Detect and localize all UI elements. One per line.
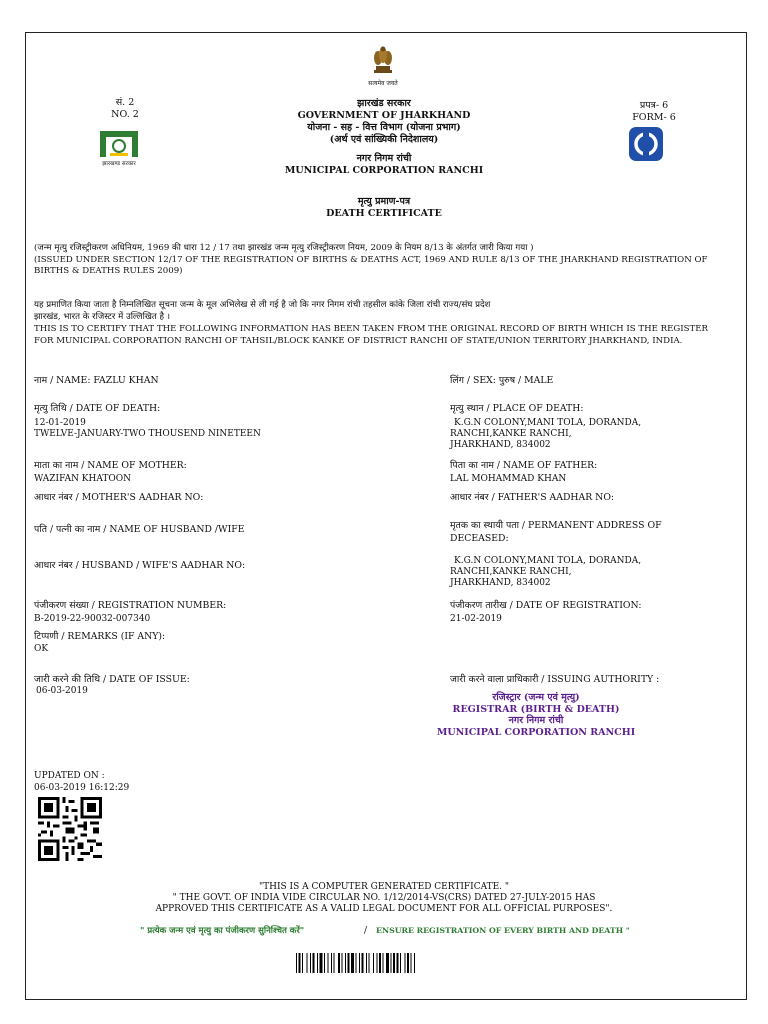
issuing-authority-label: जारी करने वाला प्राधिकारी / ISSUING AUTHORITY : (450, 674, 660, 685)
remarks-label: टिप्पणी / REMARKS (IF ANY): (34, 631, 166, 642)
jharkhand-logo-icon (96, 127, 142, 163)
mother-aadhar-label: आधार नंबर / MOTHER'S AADHAR NO: (34, 492, 204, 503)
permanent-address-line-1: K.G.N COLONY,MANI TOLA, DORANDA, (454, 556, 642, 566)
mother-name-value: WAZIFAN KHATOON (34, 474, 132, 484)
circular-note-line-1: " THE GOVT. OF INDIA VIDE CIRCULAR NO. 1/12/2014-VS(CRS) DATED 27-JULY-2015 HAS (172, 893, 596, 903)
emblem-motto: सत्यमेव जयते (368, 80, 398, 87)
certify-hindi-line-1: यह प्रमाणित किया जाता है निम्नलिखित सूचना जन्म के मूल अभिलेख से ली गई है जो कि नगर निगम रांची तहसील कांके जिला रांची राज्य/संघ प्रदेश (34, 300, 491, 310)
certify-line-1: THIS IS TO CERTIFY THAT THE FOLLOWING INFORMATION HAS BEEN TAKEN FROM THE ORIGINAL RECORD OF BIRTH WHICH IS THE REGISTER (34, 324, 708, 334)
form-number: FORM- 6 (632, 112, 676, 123)
issued-under-line-1: (ISSUED UNDER SECTION 12/17 OF THE REGISTRATION OF BIRTHS & DEATHS ACT, 1969 AND RULE 8/13 OF THE JHARKHAND REGISTRATION OF (34, 255, 708, 265)
directorate-hindi: (अर्थ एवं सांख्यिकी निदेशालय) (329, 134, 439, 145)
remarks-value: OK (34, 644, 49, 654)
page-border (25, 32, 747, 1000)
form-number-hindi: प्रपत्र- 6 (639, 100, 669, 111)
date-of-death-label: मृत्यु तिथि / DATE OF DEATH: (34, 403, 161, 414)
corporation-title: MUNICIPAL CORPORATION RANCHI (284, 165, 484, 176)
permanent-address-label-2: DECEASED: (450, 533, 509, 544)
registration-number-label: पंजीकरण संख्या / REGISTRATION NUMBER: (34, 600, 227, 611)
registration-date-label: पंजीकरण तारीख / DATE OF REGISTRATION: (450, 600, 642, 611)
registration-number-value: B-2019-22-90032-007340 (34, 614, 151, 624)
permanent-address-line-3: JHARKHAND, 834002 (450, 578, 551, 588)
father-aadhar-label: आधार नंबर / FATHER'S AADHAR NO: (450, 492, 615, 503)
corporation-hindi: नगर निगम रांची (356, 153, 412, 164)
certificate-title-hindi: मृत्यु प्रमाण-पत्र (357, 196, 411, 207)
father-name-label: पिता का नाम / NAME OF FATHER: (450, 460, 598, 471)
place-of-death-line-3: JHARKHAND, 834002 (450, 440, 551, 450)
certify-line-2: FOR MUNICIPAL CORPORATION RANCHI OF TAHSIL/BLOCK KANKE OF DISTRICT RANCHI OF STATE/UNION TERRITORY JHARKHAND, INDIA. (34, 336, 683, 346)
mother-name-label: माता का नाम / NAME OF MOTHER: (34, 460, 187, 471)
updated-on-label: UPDATED ON : (34, 771, 105, 781)
circular-note-line-2: APPROVED THIS CERTIFICATE AS A VALID LEGAL DOCUMENT FOR ALL OFFICIAL PURPOSES". (155, 904, 613, 914)
computer-generated-note: "THIS IS A COMPUTER GENERATED CERTIFICATE. " (258, 882, 510, 892)
registrar-title: REGISTRAR (BIRTH & DEATH) (452, 704, 620, 715)
registration-date-value: 21-02-2019 (450, 614, 502, 624)
permanent-address-label: मृतक का स्थायी पता / PERMANENT ADDRESS OF (450, 520, 662, 531)
government-title: GOVERNMENT OF JHARKHAND (297, 110, 471, 121)
certificate-title: DEATH CERTIFICATE (326, 208, 442, 219)
left-number-hindi: सं. 2 (115, 97, 135, 108)
government-hindi: झारखंड सरकार (357, 98, 411, 109)
national-emblem-icon (368, 44, 398, 80)
father-name-value: LAL MOHAMMAD KHAN (450, 474, 567, 484)
qr-code-icon (38, 797, 102, 861)
date-of-issue-value: 06-03-2019 (36, 686, 88, 696)
left-logo-caption: झारखण्ड सरकार (102, 161, 136, 167)
ensure-registration-separator: / (364, 926, 368, 936)
name-field: नाम / NAME: FAZLU KHAN (34, 375, 159, 386)
issued-under-hindi: (जन्म मृत्यु रजिस्ट्रीकरण अधिनियम, 1969 की धारा 12 / 17 तथा झारखंड जन्म मृत्यु रजिस्ट्रीकरण नियम, 2009 के नियम 8/13 के अंतर्गत जारी किया गया ) (34, 243, 534, 253)
place-of-death-line-2: RANCHI,KANKE RANCHI, (450, 429, 572, 439)
ensure-registration-hindi: " प्रत्येक जन्म एवं मृत्यु का पंजीकरण सुनिश्चित करें" (140, 926, 305, 936)
registrar-corporation-hindi: नगर निगम रांची (508, 715, 564, 726)
barcode-icon (296, 953, 472, 973)
left-number: NO. 2 (111, 109, 139, 120)
spouse-aadhar-label: आधार नंबर / HUSBAND / WIFE'S AADHAR NO: (34, 560, 246, 571)
registrar-hindi: रजिस्ट्रार (जन्म एवं मृत्यु) (492, 692, 580, 703)
registrar-corporation: MUNICIPAL CORPORATION RANCHI (436, 727, 636, 738)
date-of-death-value: 12-01-2019 (34, 418, 86, 428)
sex-field: लिंग / SEX: पुरुष / MALE (450, 375, 554, 386)
crs-logo-icon (628, 126, 664, 162)
spouse-name-label: पति / पत्नी का नाम / NAME OF HUSBAND /WIFE (34, 524, 245, 535)
date-of-death-words: TWELVE-JANUARY-TWO THOUSEND NINETEEN (34, 429, 261, 439)
issued-under-line-2: BIRTHS & DEATHS RULES 2009) (34, 266, 183, 276)
permanent-address-line-2: RANCHI,KANKE RANCHI, (450, 567, 572, 577)
place-of-death-line-1: K.G.N COLONY,MANI TOLA, DORANDA, (454, 418, 642, 428)
certify-hindi-line-2: झारखंड, भारत के रजिस्टर में उल्लिखित है । (34, 312, 171, 322)
updated-on-value: 06-03-2019 16:12:29 (34, 783, 130, 793)
date-of-issue-label: जारी करने की तिथि / DATE OF ISSUE: (34, 674, 190, 685)
ensure-registration: ENSURE REGISTRATION OF EVERY BIRTH AND DEATH " (376, 926, 630, 935)
department-hindi: योजना - सह - वित्त विभाग (योजना प्रभाग) (307, 122, 461, 133)
place-of-death-label: मृत्यु स्थान / PLACE OF DEATH: (450, 403, 584, 414)
